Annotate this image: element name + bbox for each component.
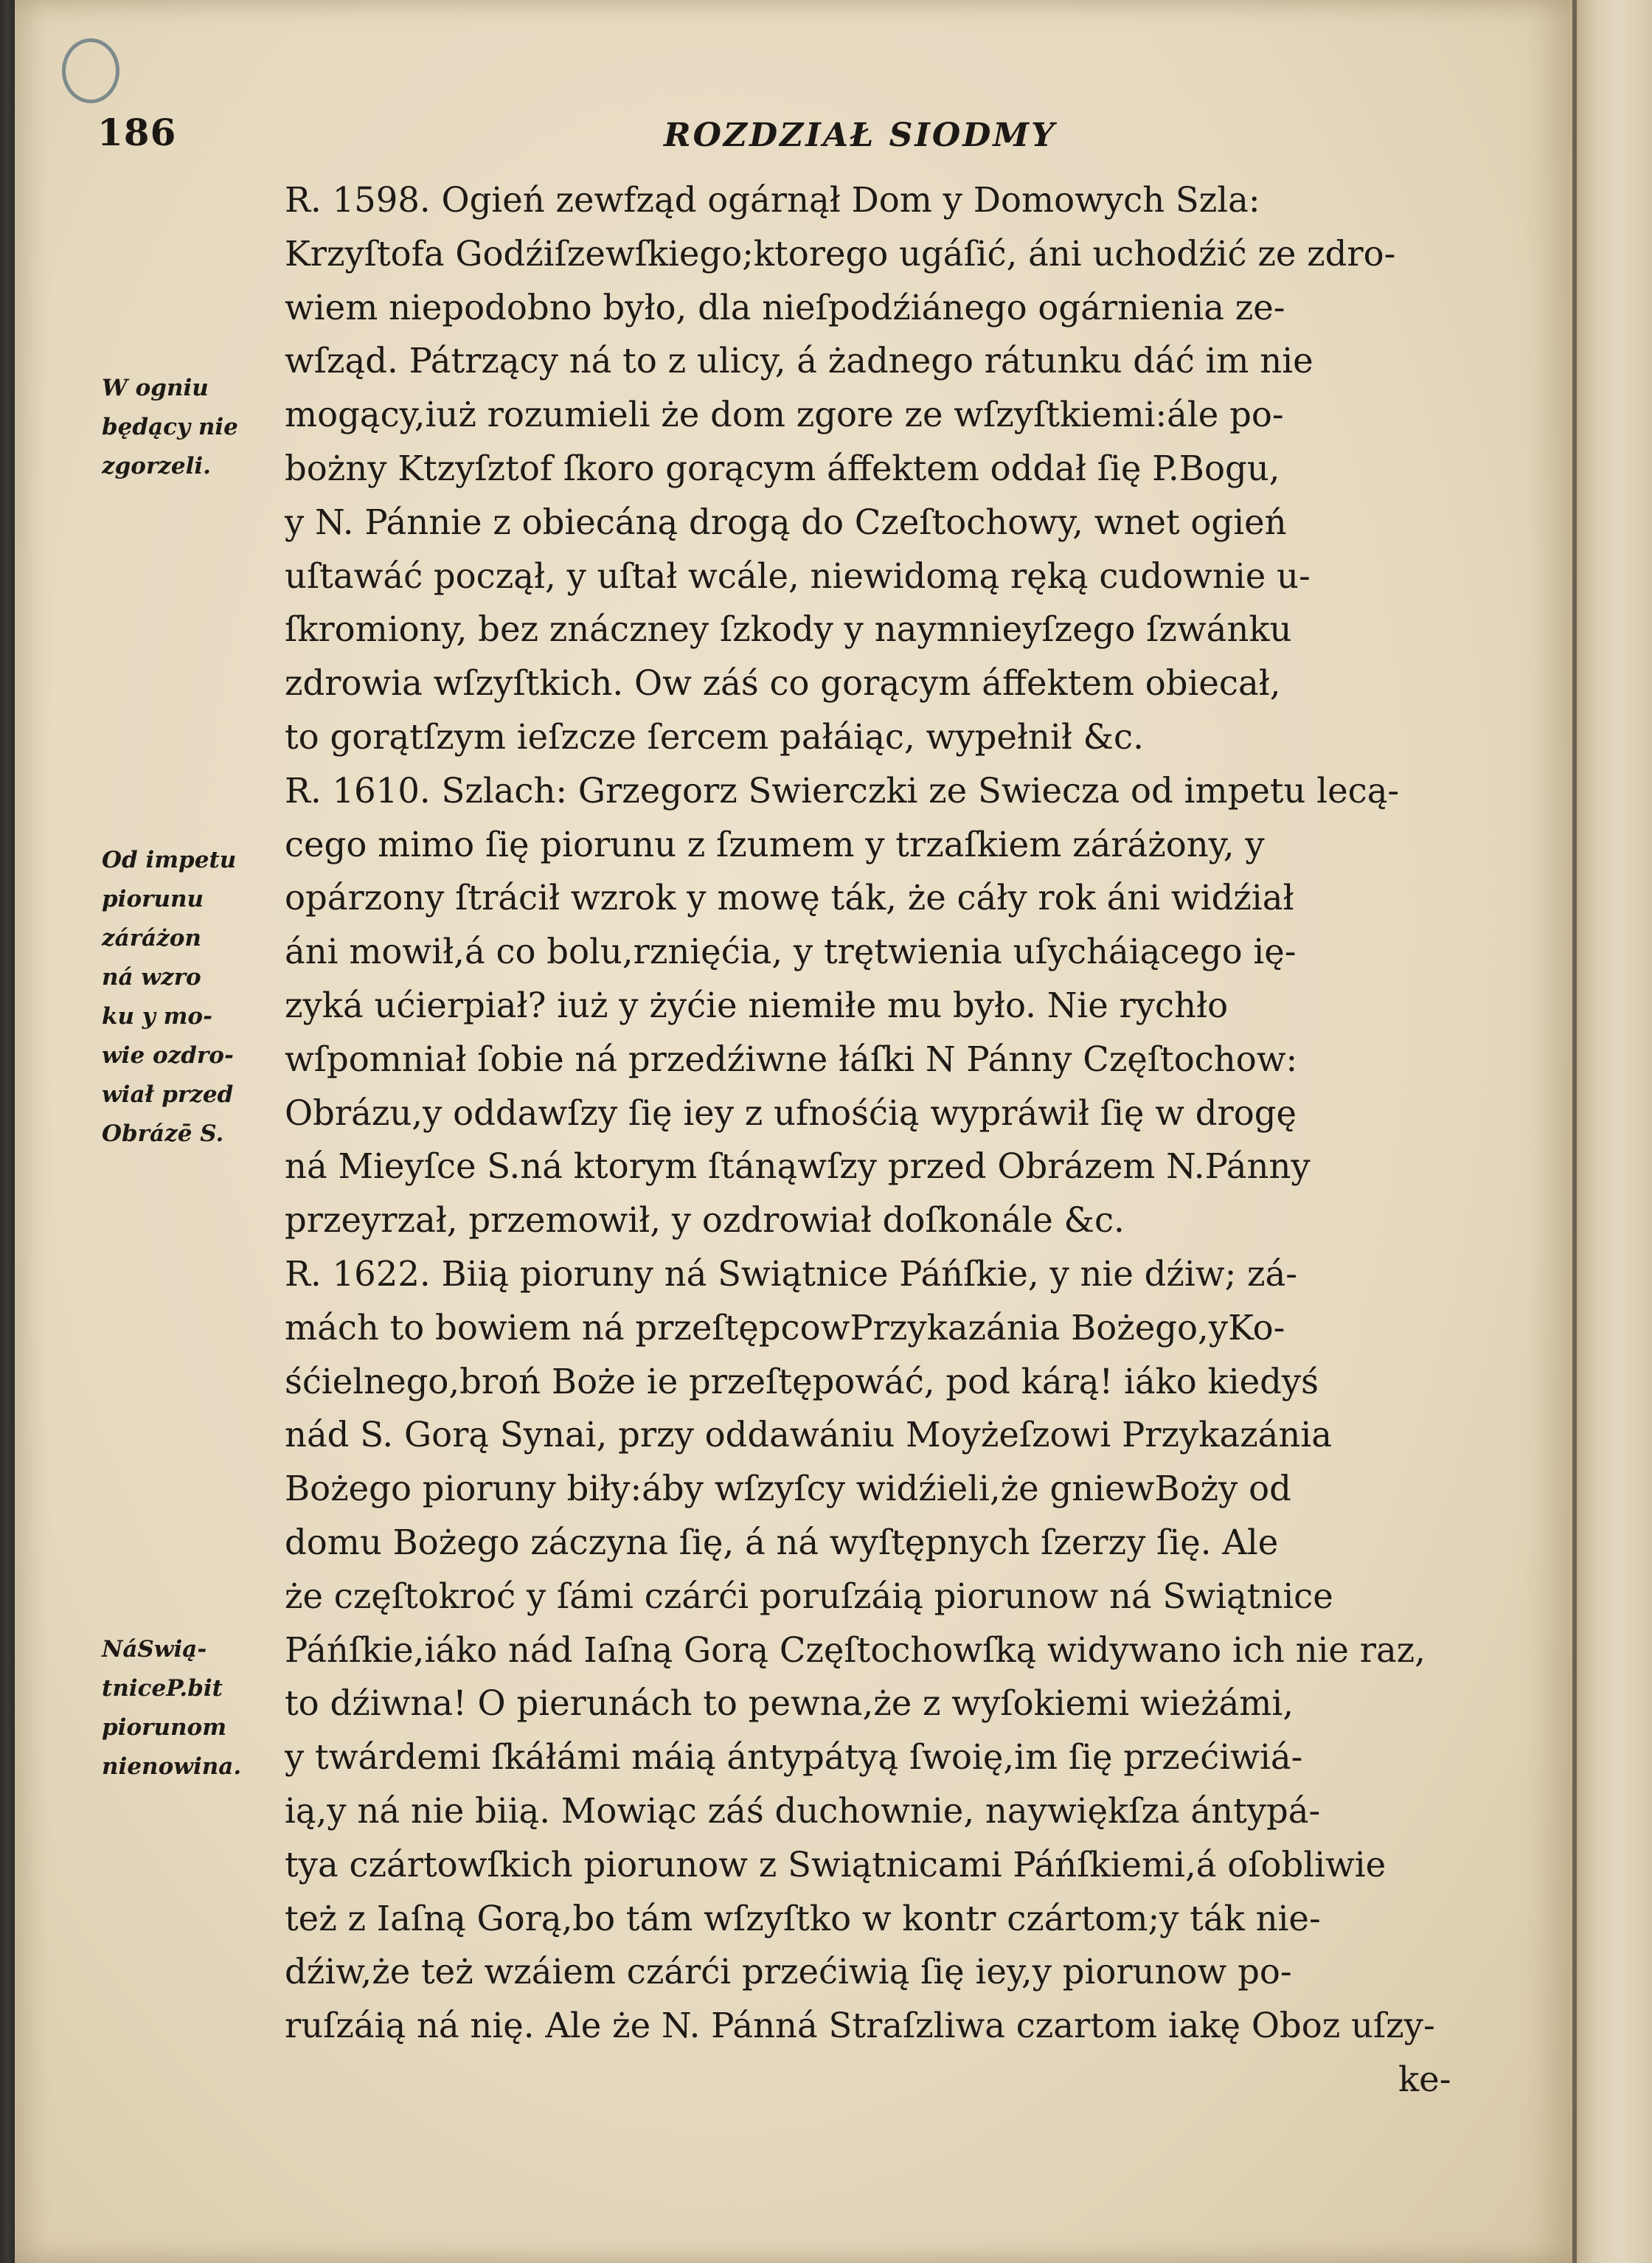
margin-note-line: będący nie bbox=[102, 414, 238, 440]
text-line: ią,y ná nie biią. Mowiąc záś duchownie, naywiękſza ántypá- bbox=[285, 1790, 1321, 1831]
text-line: domu Bożego záczyna ſię, á ná wyſtępnych ſzerzy ſię. Ale bbox=[285, 1522, 1279, 1562]
text-line: ná Mieyſce S.ná ktorym ſtánąwſzy przed Obrázem N.Pánny bbox=[285, 1146, 1311, 1187]
text-line: wſząd. Pátrzący ná to z ulicy, á żadnego rátunku dáć im nie bbox=[285, 341, 1313, 381]
text-line: to dźiwna! O pierunách to pewna,że z wyſokiemi wieżámi, bbox=[285, 1683, 1294, 1724]
margin-note-line: ná wzro bbox=[102, 964, 201, 991]
text-line: Krzyſtofa Godźiſzewſkiego;ktorego ugáſić, áni uchodźić ze zdro- bbox=[285, 233, 1396, 274]
text-line: Páńſkie,iáko nád Iaſną Gorą Częſtochowſką widywano ich nie raz, bbox=[285, 1629, 1426, 1670]
margin-note-line: piorunom bbox=[102, 1714, 227, 1741]
text-line: opárzony ſtrácił wzrok y mowę ták, że cáły rok áni widźiał bbox=[285, 878, 1294, 918]
page-header bbox=[15, 111, 1572, 177]
margin-note-line: wiał przed bbox=[102, 1081, 234, 1108]
text-line: mách to bowiem ná przeſtępcowPrzykazánia Bożego,yKo- bbox=[285, 1307, 1285, 1348]
running-head: ROZDZIAŁ SIODMY bbox=[664, 117, 1057, 154]
margin-note-line: piorunu bbox=[102, 886, 204, 912]
margin-note-line: tniceP.bit bbox=[102, 1675, 223, 1702]
text-line: Bożego pioruny biły:áby wſzyſcy widźieli,że gniewBoży od bbox=[285, 1469, 1291, 1509]
text-line: ſkromiony, bez znáczney ſzkody y naymnieyſzego ſzwánku bbox=[285, 609, 1292, 650]
text-line: wiem niepodobno było, dla nieſpodźiánego ogárnienia ze- bbox=[285, 287, 1285, 328]
margin-note bbox=[102, 841, 294, 1154]
text-line: zdrowia wſzyſtkich. Ow záś co gorącym áffektem obiecał, bbox=[285, 663, 1281, 704]
margin-note bbox=[102, 1630, 294, 1787]
margin-note-line: W ogniu bbox=[102, 375, 209, 401]
text-line: ruſzáią ná nię. Ale że N. Pánná Straſzliwa czartom iakę Oboz uſzy- bbox=[285, 2006, 1435, 2046]
margin-note-line: wie ozdro- bbox=[102, 1042, 234, 1069]
text-line: R. 1610. Szlach: Grzegorz Swierczki ze Swiecza od impetu lecą- bbox=[285, 770, 1400, 811]
page-number: 186 bbox=[97, 111, 177, 154]
body-text bbox=[285, 173, 1531, 2107]
text-line: dźiw,że też wzáiem czárći przećiwią ſię iey,y piorunow po- bbox=[285, 1952, 1292, 1992]
margin-note-line: ku y mo- bbox=[102, 1003, 212, 1030]
margin-note-line: nienowina. bbox=[102, 1753, 242, 1780]
text-line: śćielnego,broń Boże ie przeſtępowáć, pod kárą! iáko kiedyś bbox=[285, 1361, 1319, 1401]
text-line: R. 1598. Ogień zewfząd ogárnął Dom y Domowych Szla: bbox=[285, 180, 1260, 220]
text-line: przeyrzał, przemowił, y ozdrowiał doſkonále &c. bbox=[285, 1200, 1125, 1241]
text-line: áni mowił,á co bolu,rznięćia, y trętwienia uſycháiącego ię- bbox=[285, 932, 1297, 972]
text-line: to gorątſzym ieſzcze ſercem pałáiąc, wypełnił &c. bbox=[285, 716, 1144, 757]
margin-note-line: záráżon bbox=[102, 925, 201, 952]
text-line: y N. Pánnie z obiecáną drogą do Czeſtochowy, wnet ogień bbox=[285, 502, 1287, 542]
catchword: ke- bbox=[1398, 2059, 1451, 2099]
text-line: cego mimo ſię piorunu z ſzumem y trzaſkiem záráżony, y bbox=[285, 824, 1265, 864]
text-line: Obrázu,y oddawſzy ſię iey z ufnośćią wypráwił ſię w drogę bbox=[285, 1092, 1297, 1133]
book-page bbox=[15, 0, 1572, 2263]
margin-note bbox=[102, 369, 294, 486]
margin-note-line: zgorzeli. bbox=[102, 453, 211, 479]
text-line: uſtawáć począł, y uſtał wcále, niewidomą ręką cudownie u- bbox=[285, 555, 1311, 596]
text-line: y twárdemi ſkáłámi máią ántypátyą ſwoię,im ſię przećiwiá- bbox=[285, 1737, 1303, 1778]
library-stamp bbox=[62, 38, 119, 103]
text-line: nád S. Gorą Synai, przy oddawániu Moyżeſzowi Przykazánia bbox=[285, 1415, 1332, 1455]
text-line: zyká ućierpiał? iuż y żyćie niemiłe mu było. Nie rychło bbox=[285, 985, 1229, 1025]
margin-note-line: Obrázē S. bbox=[102, 1120, 224, 1147]
adjacent-page-edge bbox=[1572, 0, 1652, 2263]
margin-note-line: NáSwią- bbox=[102, 1636, 207, 1663]
text-line: tya czártowſkich piorunow z Swiątnicami Páńſkiemi,á oſobliwie bbox=[285, 1844, 1386, 1885]
text-line: też z Iaſną Gorą,bo tám wſzyſtko w kontr czártom;y ták nie- bbox=[285, 1898, 1321, 1938]
text-line: R. 1622. Biią pioruny ná Swiątnice Páńſkie, y nie dźiw; zá- bbox=[285, 1253, 1297, 1294]
text-line: bożny Ktzyſztof ſkoro gorącym áffektem oddał ſię P.Bogu, bbox=[285, 448, 1280, 488]
text-line: mogący,iuż rozumieli że dom zgore ze wſzyſtkiemi:ále po- bbox=[285, 395, 1284, 435]
text-line: że częſtokroć y ſámi czárći poruſzáią piorunow ná Swiątnice bbox=[285, 1576, 1333, 1616]
margin-note-line: Od impetu bbox=[102, 847, 237, 873]
text-line: wſpomniał ſobie ná przedźiwne łáſki N Pánny Częſtochow: bbox=[285, 1039, 1298, 1079]
